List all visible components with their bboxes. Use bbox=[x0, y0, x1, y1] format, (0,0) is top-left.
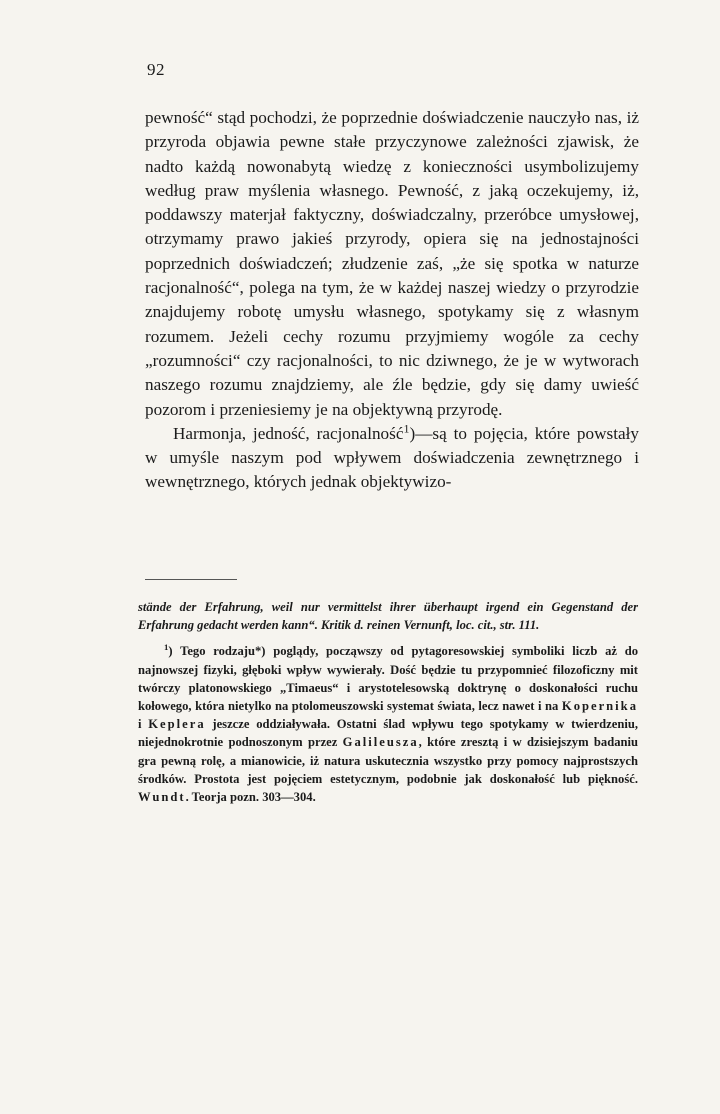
footnote-name: Wundt bbox=[138, 790, 186, 805]
footnote-text: ) Tego rodzaju*) poglądy, począwszy od pytagoresowskiej symboliki liczb aż do najnowszej fizyki, głęboki wpływ wywierały. Dość będzie tu przypomnieć filozoficzny mit twórczy platonowskiego „Timaeus“ i arystotelesowską doktrynę o doskonałości ruchu kołowego, która nietylko na ptolomeuszowski systemat świata, lecz nawet i na bbox=[138, 644, 638, 714]
footnote-text: . Teorja pozn. 303—304. bbox=[185, 790, 316, 805]
footnote-text: jeszcze oddziaływała. Ostatni ślad wpływu tego spotykamy w twierdzeniu, niejednokrotnie podnoszonym przez bbox=[138, 717, 638, 750]
footnote-text: i bbox=[138, 717, 149, 732]
footnote-rule bbox=[145, 579, 237, 580]
footnote-name: Keplera bbox=[148, 717, 206, 732]
page-number: 92 bbox=[147, 60, 165, 79]
paragraph: pewność“ stąd pochodzi, że poprzednie doświadczenie nauczyło nas, iż przyroda objawia pewne stałe przyczynowe zależności zjawisk, że nadto każdą nowonabytą wiedzę z konieczności usymbolizujemy według praw myślenia własnego. Pewność, z jaką oczekujemy, iż, poddawszy materjał faktyczny, doświadczalny, przeróbce umysłowej, otrzymamy prawo jakieś przyrody, opiera się na jednostajności poprzednich doświadczeń; złudzenie zaś, „że się spotka w naturze racjonalność“, polega na tym, że w każdej naszej wiedzy o przyrodzie znajdujemy robotę umysłu własnego, spotykamy się z własnym rozumem. Jeżeli cechy rozumu przyjmiemy wogóle za cechy „rozumności“ czy racjonalności, to nic dziwnego, że je w wytworach naszego rozumu znajdziemy, ale źle będzie, gdy się damy uwieść pozorom i przeniesiemy je na objektywną przyrodę. bbox=[145, 108, 639, 419]
paragraph-text: )—są to pojęcia, które powstały w umyśle naszym pod wpływem doświadczenia zewnętrznego i wewnętrznego, których jednak objektywizo- bbox=[145, 423, 639, 492]
main-text bbox=[145, 106, 639, 495]
footnote bbox=[138, 642, 638, 806]
footnote-name: Galileusza bbox=[342, 735, 419, 750]
paragraph bbox=[145, 422, 639, 495]
footnote-continuation: stände der Erfahrung, weil nur vermittelst ihrer überhaupt irgend ein Gegenstand der Erfahrung gedacht werden kann“. Kritik d. reinen Vernunft, loc. cit., str. 111. bbox=[138, 600, 638, 633]
footnote-name: Kopernika bbox=[561, 699, 638, 714]
footnote-text: , które zresztą i w dzisiejszym badaniu gra pewną rolę, a mianowicie, iż natura uskutecznia wszystko przy pomocy najprostszych środków. Prostota jest pojęciem estetycznym, podobnie jak doskonałość lub piękność. bbox=[138, 735, 639, 786]
footnote-reference: 1 bbox=[403, 421, 410, 436]
footnotes bbox=[138, 598, 638, 806]
paragraph-text: Harmonja, jedność, racjonalność bbox=[173, 423, 404, 443]
footnote-marker: 1 bbox=[164, 642, 169, 653]
